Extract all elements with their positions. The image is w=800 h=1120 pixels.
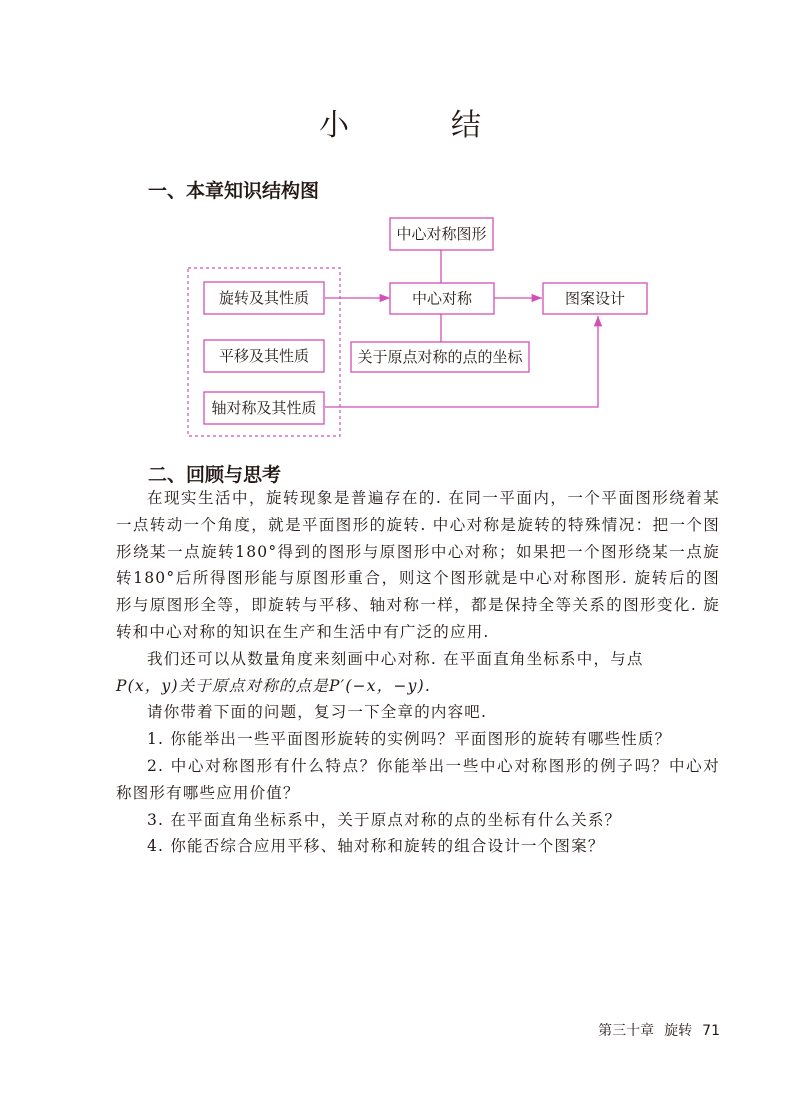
- svg-text:关于原点对称的点的坐标: 关于原点对称的点的坐标: [357, 348, 523, 366]
- node-central-figure: [390, 218, 493, 250]
- svg-text:图案设计: 图案设计: [564, 289, 626, 308]
- footer-chapter: 第三十章: [598, 1023, 655, 1039]
- node-central-symmetry: [390, 283, 494, 314]
- review-text: [116, 485, 720, 860]
- paragraph-quantity-a: 我们还可以从数量角度来刻画中心对称. 在平面直角坐标系中，与点: [147, 649, 644, 668]
- question-4: 4. 你能否综合应用平移、轴对称和旋转的组合设计一个图案？: [147, 837, 605, 856]
- node-rotation: [204, 282, 324, 314]
- footer-topic: 旋转: [664, 1023, 693, 1039]
- paragraph-quantity-b: P(x，y)关于原点对称的点是P′(−x，−y).: [116, 676, 431, 695]
- question-1: 1. 你能举出一些平面图形旋转的实例吗？平面图形的旋转有哪些性质？: [147, 730, 672, 749]
- paragraph-rotation: 在现实生活中，旋转现象是普遍存在的. 在同一平面内，一个平面图形绕着某一点转动一个角度，就是平面图形的旋转. 中心对称是旋转的特殊情况：把一个图形绕某一点旋转180°得到的图形与原图形中心对称；如果把一个图形绕某一点旋转180°后所得图形能与原图形重合，则这个图形就是中心对称图形. 旋转后的图形与原图形全等，即旋转与平移、轴对称一样，都是保持全等关系的图形变化. 旋转和中心对称的知识在生产和生活中有广泛的应用.: [116, 489, 720, 641]
- node-axial: [204, 392, 324, 424]
- page-footer: [588, 1020, 720, 1040]
- section-heading-review: 二、回顾与思考: [148, 464, 282, 486]
- node-pattern-design: [543, 283, 647, 314]
- section-heading-structure: 一、本章知识结构图: [148, 180, 320, 202]
- paragraph-review-prompt: 请你带着下面的问题，复习一下全章的内容吧.: [147, 703, 488, 722]
- node-origin-coords: [351, 342, 529, 372]
- page-number: 71: [702, 1023, 720, 1039]
- page-title: 小 结: [319, 108, 517, 143]
- question-3: 3. 在平面直角坐标系中，关于原点对称的点的坐标有什么关系？: [147, 810, 622, 829]
- svg-text:中心对称: 中心对称: [411, 289, 473, 308]
- node-translation: [204, 340, 324, 372]
- svg-text:轴对称及其性质: 轴对称及其性质: [211, 399, 317, 417]
- knowledge-structure-diagram: [0, 200, 800, 450]
- svg-text:中心对称图形: 中心对称图形: [396, 225, 487, 243]
- svg-text:平移及其性质: 平移及其性质: [218, 347, 310, 365]
- svg-text:旋转及其性质: 旋转及其性质: [218, 289, 310, 307]
- question-2: 2. 中心对称图形有什么特点？你能举出一些中心对称图形的例子吗？中心对称图形有哪些应用价值？: [116, 756, 720, 802]
